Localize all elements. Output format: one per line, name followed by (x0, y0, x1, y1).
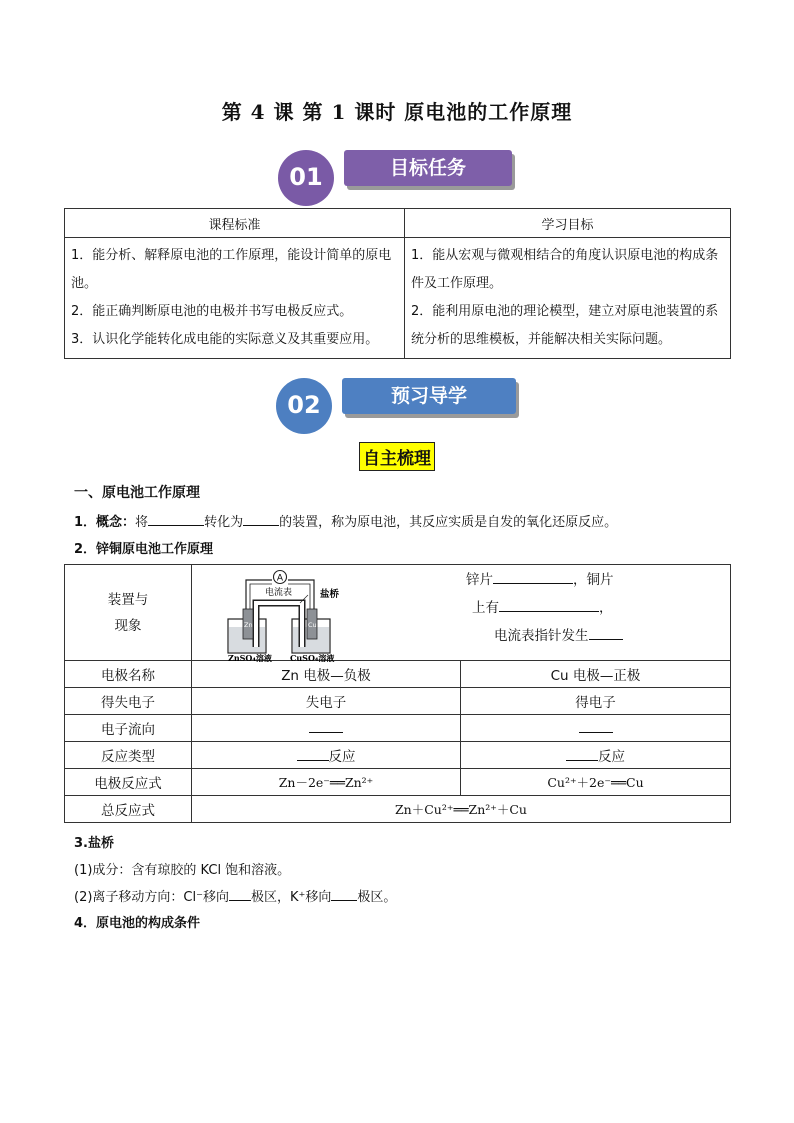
ion-text: (2)离子移动方向：Cl⁻移向 (74, 890, 229, 905)
concept-text: 的装置，称为原电池，其反应实质是自发的氧化还原反应。 (279, 515, 618, 530)
cell-text: 反应 (328, 749, 356, 765)
standard-item: 2．能正确判断原电池的电极并书写电极反应式。 (71, 304, 353, 319)
goals-header-objectives: 学习目标 (405, 209, 731, 238)
item-heading: 4．原电池的构成条件 (74, 916, 201, 931)
concept-line (74, 511, 617, 530)
banner-label: 目标任务 (344, 150, 512, 186)
objective-item: 1．能从宏观与微观相结合的角度认识原电池的构成条件及工作原理。 (411, 248, 719, 291)
cu-label: Cu (308, 621, 317, 629)
row-label: 电极反应式 (65, 769, 192, 796)
answer-blank[interactable] (493, 571, 573, 584)
row-label: 反应类型 (65, 742, 192, 769)
answer-blank[interactable] (499, 599, 599, 612)
row-label (65, 565, 192, 661)
negative-cell (192, 715, 461, 742)
row-label-line: 现象 (114, 617, 142, 634)
answer-blank[interactable] (331, 888, 357, 901)
ion-movement-line (74, 886, 396, 905)
concept-text: 转化为 (204, 515, 244, 530)
answer-blank[interactable] (309, 720, 343, 733)
goals-header-standard: 课程标准 (65, 209, 405, 238)
observation-line (430, 594, 623, 622)
negative-cell: 失电子 (192, 688, 461, 715)
concept-text: 将 (135, 515, 149, 530)
answer-blank[interactable] (229, 888, 251, 901)
answer-blank[interactable] (297, 748, 329, 761)
row-label: 电子流向 (65, 715, 192, 742)
answer-blank[interactable] (148, 513, 204, 526)
negative-cell: Zn 电极—负极 (192, 661, 461, 688)
section-heading: 一、原电池工作原理 (74, 485, 200, 501)
standard-item: 3．认识化学能转化成电能的实际意义及其重要应用。 (71, 332, 379, 347)
item-heading: 3.盐桥 (74, 836, 114, 851)
concept-label: 1．概念： (74, 515, 136, 530)
observation-line (430, 566, 623, 594)
self-study-tag: 自主梳理 (359, 442, 435, 471)
positive-cell (461, 715, 731, 742)
galvanic-cell-diagram (220, 567, 346, 662)
goals-standard-cell (65, 238, 405, 359)
row-label: 总反应式 (65, 796, 192, 823)
obs-text: ， (599, 600, 613, 616)
salt-bridge-label: 盐桥 (320, 589, 340, 600)
solution-left-label: ZnSO₄溶液 (228, 653, 272, 662)
ammeter-symbol: A (276, 573, 284, 584)
answer-blank[interactable] (579, 720, 613, 733)
goals-objectives-cell (405, 238, 731, 359)
total-cell: Zn＋Cu²⁺══Zn²⁺＋Cu (192, 796, 731, 823)
zn-label: Zn (244, 621, 253, 629)
row-label-line: 装置与 (107, 591, 149, 608)
salt-bridge-composition: (1)成分：含有琼胶的 KCl 饱和溶液。 (74, 863, 291, 878)
ion-text: 极区，K⁺移向 (250, 890, 332, 905)
ammeter-label: 电流表 (265, 588, 293, 598)
answer-blank[interactable] (589, 627, 623, 640)
obs-text: ，铜片 (573, 572, 614, 588)
banner-number: 01 (278, 150, 334, 206)
banner-number: 02 (276, 378, 332, 434)
positive-cell: 得电子 (461, 688, 731, 715)
ion-text: 极区。 (357, 890, 397, 905)
objective-item: 2．能利用原电池的理论模型，建立对原电池装置的系统分析的思维模板，并能解决相关实际问题。 (411, 304, 719, 347)
obs-text: 上有 (472, 600, 499, 616)
row-label: 电极名称 (65, 661, 192, 688)
positive-cell (461, 742, 731, 769)
solution-right-label: CuSO₄溶液 (290, 653, 335, 662)
negative-cell (192, 742, 461, 769)
observation-text (430, 566, 623, 650)
row-label: 得失电子 (65, 688, 192, 715)
answer-blank[interactable] (243, 513, 279, 526)
lesson-title: 第 4 课 第 1 课时 原电池的工作原理 (221, 100, 573, 124)
banner-label: 预习导学 (342, 378, 516, 414)
goals-table (64, 208, 731, 359)
observation-line (430, 622, 623, 650)
cell-text: 反应 (598, 749, 625, 765)
zinc-copper-table (64, 564, 731, 823)
item-heading: 2．锌铜原电池工作原理 (74, 542, 214, 557)
obs-text: 电流表指针发生 (494, 628, 589, 644)
positive-cell: Cu²⁺＋2e⁻══Cu (461, 769, 731, 796)
answer-blank[interactable] (566, 748, 598, 761)
standard-item: 1．能分析、解释原电池的工作原理，能设计简单的原电池。 (71, 248, 392, 291)
obs-text: 锌片 (466, 572, 493, 588)
positive-cell: Cu 电极—正极 (461, 661, 731, 688)
negative-cell: Zn－2e⁻══Zn²⁺ (192, 769, 461, 796)
